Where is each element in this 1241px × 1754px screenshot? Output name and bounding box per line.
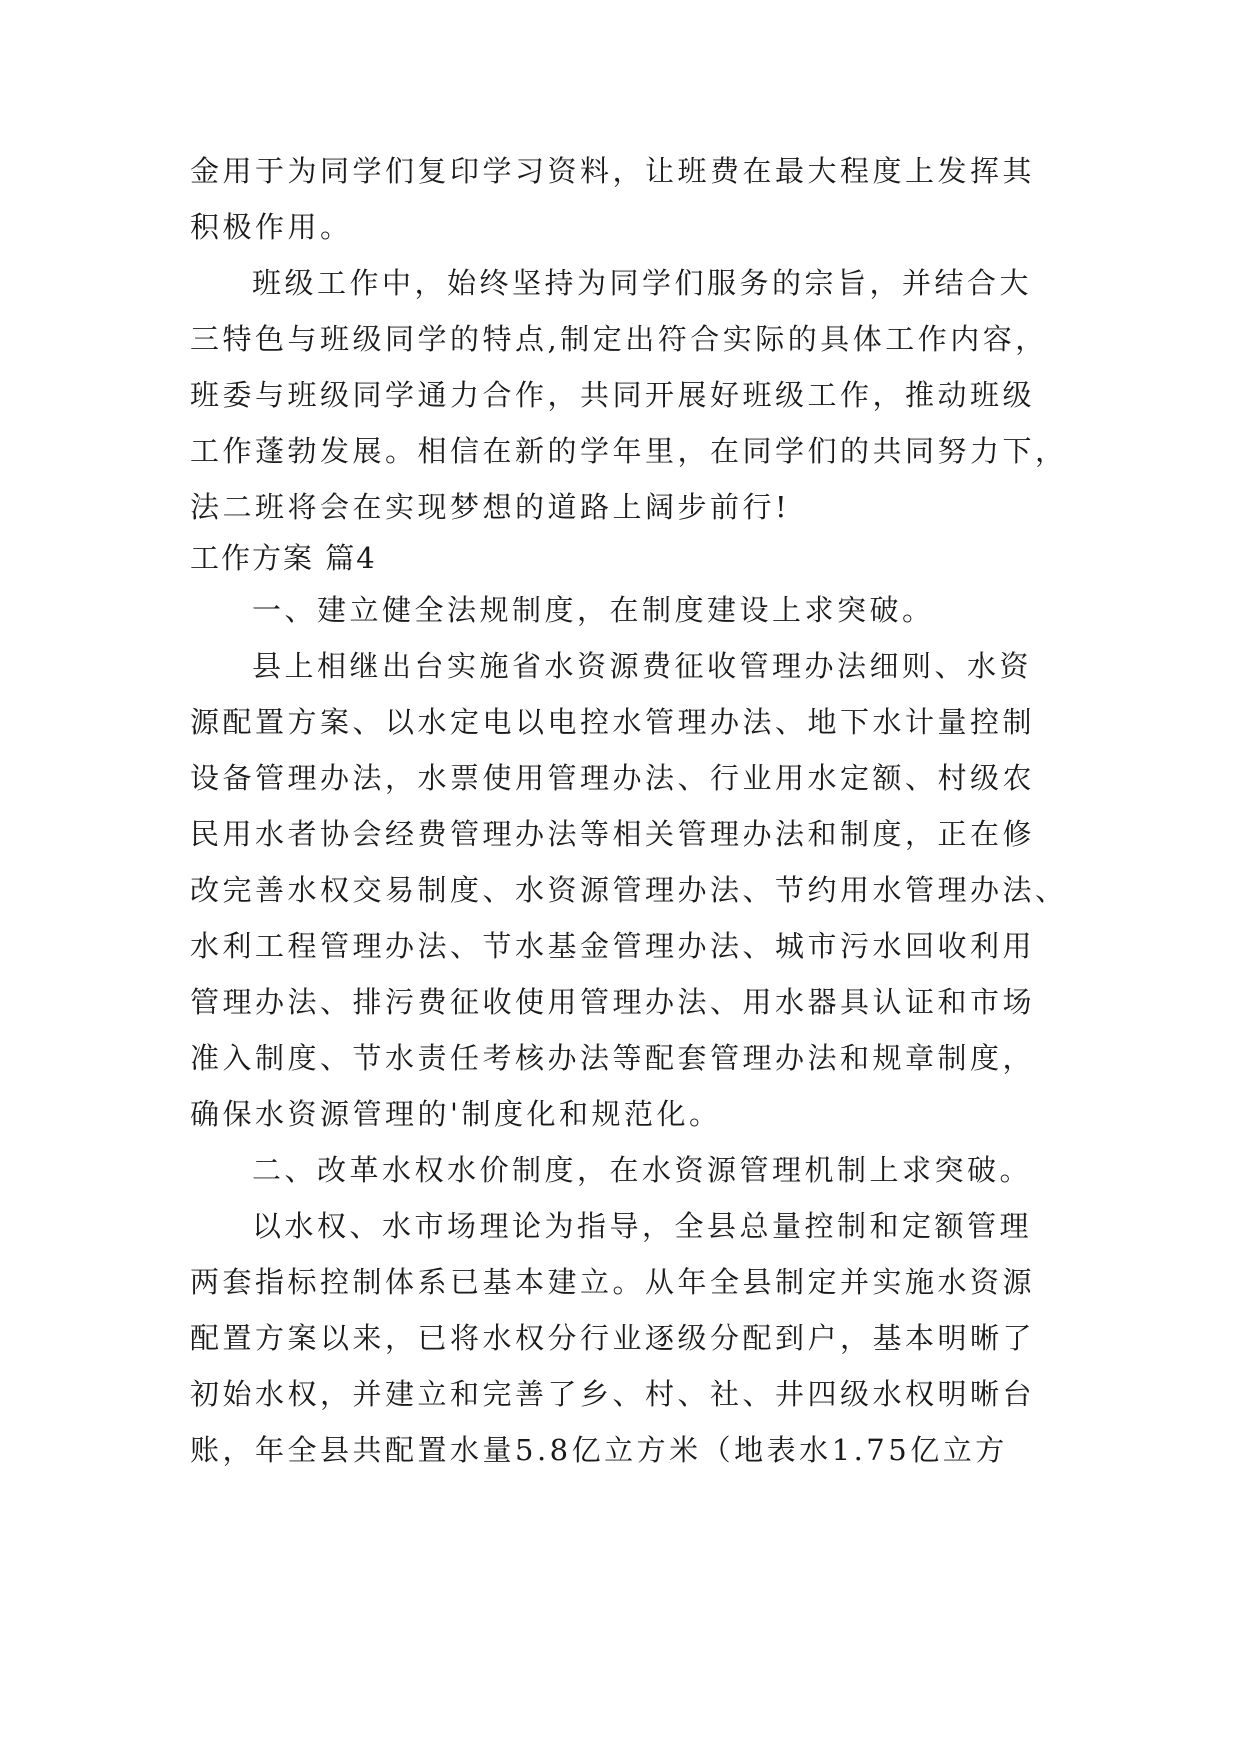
paragraph-line: 管理办法、排污费征收使用管理办法、用水器具认证和市场 <box>190 985 1036 1019</box>
paragraph-line: 两套指标控制体系已基本建立。从年全县制定并实施水资源 <box>190 1265 1036 1299</box>
paragraph-line: 账，年全县共配置水量5.8亿立方米（地表水1.75亿立方 <box>190 1433 1008 1467</box>
paragraph-line: 县上相继出台实施省水资源费征收管理办法细则、水资 <box>252 649 1033 683</box>
paragraph-line: 配置方案以来，已将水权分行业逐级分配到户，基本明晰了 <box>190 1321 1036 1355</box>
paragraph-line: 以水权、水市场理论为指导，全县总量控制和定额管理 <box>252 1209 1033 1243</box>
paragraph-line: 设备管理办法，水票使用管理办法、行业用水定额、村级农 <box>190 761 1036 795</box>
paragraph-line: 准入制度、节水责任考核办法等配套管理办法和规章制度， <box>190 1041 1036 1075</box>
paragraph-line: 一、建立健全法规制度，在制度建设上求突破。 <box>252 593 935 627</box>
paragraph-line: 源配置方案、以水定电以电控水管理办法、地下水计量控制 <box>190 705 1036 739</box>
paragraph-line: 工作蓬勃发展。相信在新的学年里，在同学们的共同努力下， <box>190 434 1068 468</box>
paragraph-line: 班委与班级同学通力合作，共同开展好班级工作，推动班级 <box>190 378 1036 412</box>
paragraph-line: 三特色与班级同学的特点,制定出符合实际的具体工作内容， <box>190 322 1048 356</box>
paragraph-line: 改完善水权交易制度、水资源管理办法、节约用水管理办法、 <box>190 873 1068 907</box>
paragraph-line: 金用于为同学们复印学习资料，让班费在最大程度上发挥其 <box>190 154 1036 188</box>
paragraph-line: 班级工作中，始终坚持为同学们服务的宗旨，并结合大 <box>252 266 1033 300</box>
paragraph-line: 确保水资源管理的'制度化和规范化。 <box>190 1097 722 1131</box>
paragraph-line: 民用水者协会经费管理办法等相关管理办法和制度，正在修 <box>190 817 1036 851</box>
paragraph-line: 水利工程管理办法、节水基金管理办法、城市污水回收利用 <box>190 929 1036 963</box>
paragraph-line: 初始水权，并建立和完善了乡、村、社、井四级水权明晰台 <box>190 1377 1036 1411</box>
paragraph-line: 法二班将会在实现梦想的道路上阔步前行! <box>190 490 791 524</box>
paragraph-line: 积极作用。 <box>190 210 353 244</box>
section-heading: 工作方案 篇4 <box>190 541 377 575</box>
paragraph-line: 二、改革水权水价制度，在水资源管理机制上求突破。 <box>252 1153 1033 1187</box>
